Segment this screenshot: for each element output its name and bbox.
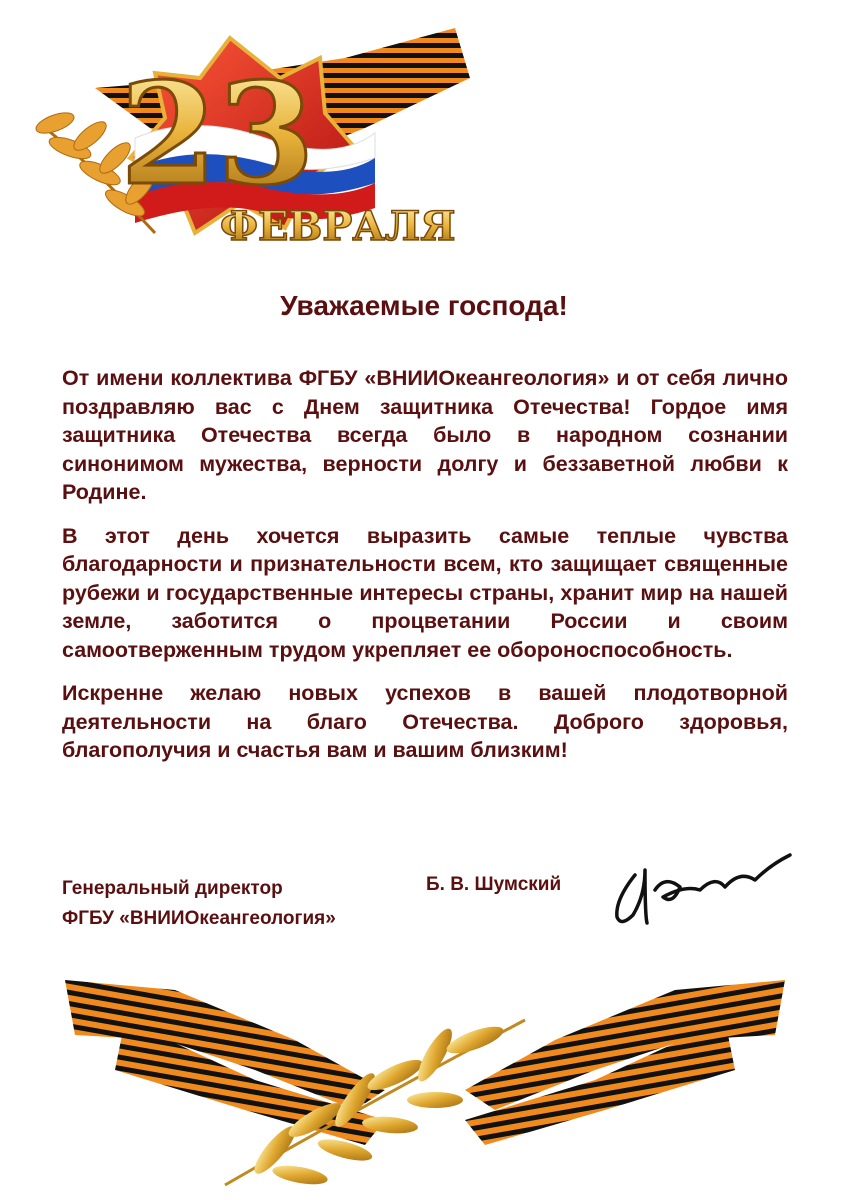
position-line-2: ФГБУ «ВНИИОкеангеология» — [62, 908, 336, 929]
letter-paragraph-2: В этот день хочется выразить самые теплые чувства благодарности и признательности всем, кто защищает священные рубежи и государственные интересы страны, хранит мир на нашей земле, заботится о процветании России и своим самоотверженным трудом укрепляет ее обороноспособность. — [62, 523, 788, 662]
position-line-1: Генеральный директор — [62, 878, 283, 899]
footer-ribbon — [55, 960, 795, 1195]
signer-name: Б. В. Шумский — [426, 874, 562, 895]
letter-paragraph-3: Искренне желаю новых успехов в вашей плодотворной деятельности на благо Отечества. Доброго здоровья, благополучия и счастья вам и вашим близким! — [62, 681, 788, 762]
month-label: ФЕВРАЛЯ — [220, 203, 456, 250]
letter-greeting: Уважаемые господа! — [280, 290, 568, 321]
signer-position — [62, 874, 336, 934]
holiday-emblem — [15, 18, 485, 253]
letter-paragraph-1: От имени коллектива ФГБУ «ВНИИОкеангеология» и от себя лично поздравляю вас с Днем защитника Отечества! Гордое имя защитника Отечества всегда было в народном сознании синонимом мужества, верности долгу и беззаветной любви к Родине. — [62, 366, 788, 504]
handwritten-signature — [605, 845, 800, 935]
letter-body — [62, 364, 788, 780]
day-number: 23 — [120, 53, 315, 217]
